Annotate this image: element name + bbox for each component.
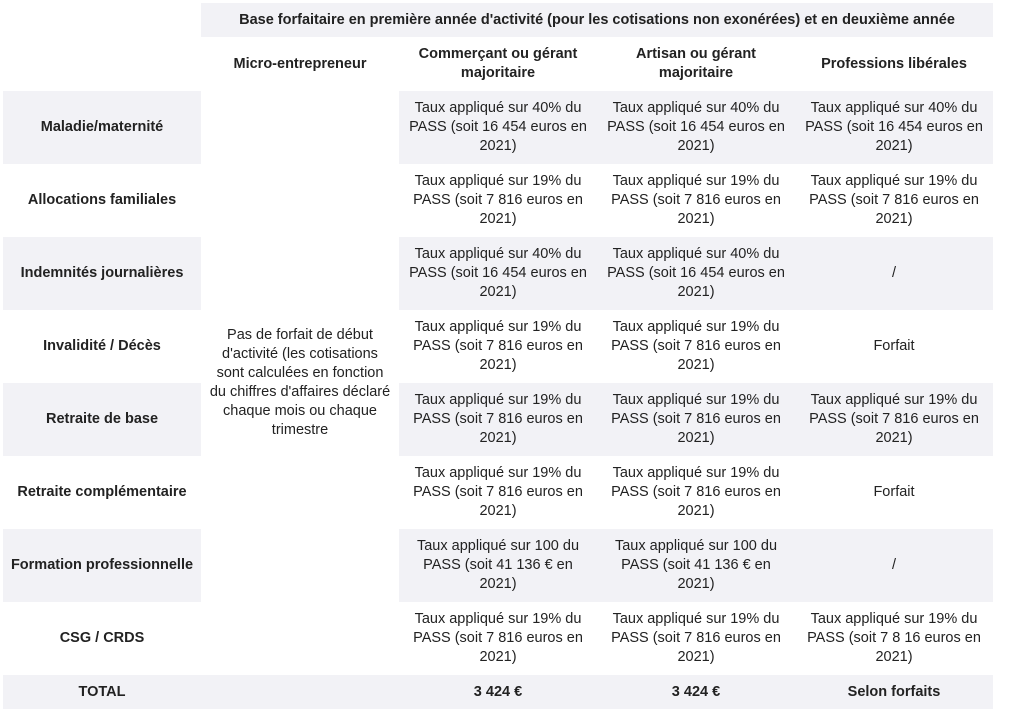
cell-artisan: Taux appliqué sur 40% du PASS (soit 16 454 euros en 2021) — [597, 91, 795, 164]
row-label: Retraite de base — [3, 383, 201, 456]
header-empty-cell — [3, 3, 201, 37]
col-header-liberales: Professions libérales — [795, 37, 993, 91]
cell-commercant: Taux appliqué sur 40% du PASS (soit 16 454 euros en 2021) — [399, 91, 597, 164]
col-header-commercant: Commerçant ou gérant majoritaire — [399, 37, 597, 91]
cell-artisan: Taux appliqué sur 100 du PASS (soit 41 136 € en 2021) — [597, 529, 795, 602]
header-base-forfaitaire: Base forfaitaire en première année d'activité (pour les cotisations non exonérées) et en deuxième année — [201, 3, 993, 37]
cell-commercant: Taux appliqué sur 19% du PASS (soit 7 816 euros en 2021) — [399, 310, 597, 383]
cell-artisan: Taux appliqué sur 19% du PASS (soit 7 816 euros en 2021) — [597, 456, 795, 529]
cell-commercant: Taux appliqué sur 100 du PASS (soit 41 136 € en 2021) — [399, 529, 597, 602]
cell-liberales: Taux appliqué sur 19% du PASS (soit 7 816 euros en 2021) — [795, 164, 993, 237]
table-row-total — [3, 675, 993, 709]
cell-artisan: Taux appliqué sur 19% du PASS (soit 7 816 euros en 2021) — [597, 383, 795, 456]
table-row-invalidite — [3, 310, 993, 383]
cell-artisan: Taux appliqué sur 40% du PASS (soit 16 454 euros en 2021) — [597, 237, 795, 310]
micro-entrepreneur-note: Pas de forfait de début d'activité (les cotisations sont calculées en fonction du chiffres d'affaires déclaré chaque mois ou chaque trimestre — [201, 91, 399, 675]
table-row-retraite-complementaire — [3, 456, 993, 529]
table-row-allocations — [3, 164, 993, 237]
table-row-csg-crds — [3, 602, 993, 675]
cell-liberales: / — [795, 237, 993, 310]
row-label: Retraite complémentaire — [3, 456, 201, 529]
cell-commercant: Taux appliqué sur 19% du PASS (soit 7 816 euros en 2021) — [399, 164, 597, 237]
cell-liberales: Taux appliqué sur 19% du PASS (soit 7 816 euros en 2021) — [795, 383, 993, 456]
total-artisan: 3 424 € — [597, 675, 795, 709]
cotisations-table — [3, 3, 993, 709]
col-header-artisan: Artisan ou gérant majoritaire — [597, 37, 795, 91]
cell-artisan: Taux appliqué sur 19% du PASS (soit 7 816 euros en 2021) — [597, 310, 795, 383]
row-label: Maladie/maternité — [3, 91, 201, 164]
cell-liberales: Forfait — [795, 456, 993, 529]
cell-commercant: Taux appliqué sur 40% du PASS (soit 16 454 euros en 2021) — [399, 237, 597, 310]
cell-liberales: Taux appliqué sur 40% du PASS (soit 16 454 euros en 2021) — [795, 91, 993, 164]
header-empty-cell-2 — [3, 37, 201, 91]
header-row-columns — [3, 37, 993, 91]
row-label: Invalidité / Décès — [3, 310, 201, 383]
cell-liberales: Forfait — [795, 310, 993, 383]
cell-liberales: Taux appliqué sur 19% du PASS (soit 7 8 16 euros en 2021) — [795, 602, 993, 675]
table-row-formation — [3, 529, 993, 602]
row-label: Formation professionnelle — [3, 529, 201, 602]
col-header-micro: Micro-entrepreneur — [201, 37, 399, 91]
cell-commercant: Taux appliqué sur 19% du PASS (soit 7 816 euros en 2021) — [399, 456, 597, 529]
cell-artisan: Taux appliqué sur 19% du PASS (soit 7 816 euros en 2021) — [597, 164, 795, 237]
total-liberales: Selon forfaits — [795, 675, 993, 709]
cell-liberales: / — [795, 529, 993, 602]
total-label: TOTAL — [3, 675, 201, 709]
cell-commercant: Taux appliqué sur 19% du PASS (soit 7 816 euros en 2021) — [399, 602, 597, 675]
table-row-indemnites — [3, 237, 993, 310]
header-row-top — [3, 3, 993, 37]
table-row-maladie — [3, 91, 993, 164]
row-label: CSG / CRDS — [3, 602, 201, 675]
total-micro — [201, 675, 399, 709]
cell-commercant: Taux appliqué sur 19% du PASS (soit 7 816 euros en 2021) — [399, 383, 597, 456]
cell-artisan: Taux appliqué sur 19% du PASS (soit 7 816 euros en 2021) — [597, 602, 795, 675]
table-row-retraite-base — [3, 383, 993, 456]
row-label: Indemnités journalières — [3, 237, 201, 310]
row-label: Allocations familiales — [3, 164, 201, 237]
total-commercant: 3 424 € — [399, 675, 597, 709]
